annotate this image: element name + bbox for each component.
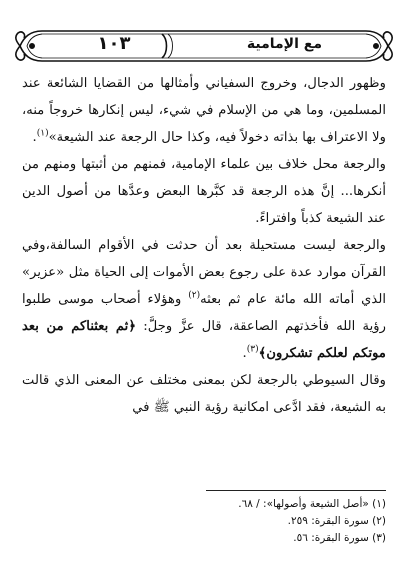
footnote-ref-1: (١) bbox=[36, 128, 49, 139]
page-number: ١٠٣ bbox=[97, 33, 131, 54]
paragraph-2 bbox=[22, 151, 386, 232]
paragraph-3-text-b: وهؤلاء أصحاب موسى طلبوا رؤية الله فأخذتهم الصاعقة، قال عزَّ وجلَّ: bbox=[22, 292, 386, 334]
paragraph-1-end: . bbox=[32, 130, 37, 145]
page-header bbox=[12, 25, 396, 67]
footnote-2: (٢) سورة البقرة: ٢٥٩. bbox=[287, 515, 386, 527]
body-text bbox=[22, 70, 386, 421]
paragraph-3 bbox=[22, 232, 386, 367]
footnotes bbox=[22, 496, 386, 547]
paragraph-1-text: وظهور الدجال، وخروج السفياني وأمثالها من القضايا الشائعة عند المسلمين، وما هي من الإسلام في شيء، ليس إنكارها خروجاً منه، ولا الاعتراف بها بذاته دخولاً فيه، وكذا حال الرجعة عند الشيعة» bbox=[22, 76, 386, 145]
paragraph-1 bbox=[22, 70, 386, 151]
footnote-ref-3: (٣) bbox=[246, 344, 259, 355]
running-title: مع الإمامية bbox=[246, 36, 322, 52]
paragraph-2-text: والرجعة محل خلاف بين علماء الإمامية، فمنهم من أثبتها ومنهم من أنكرها... إنَّ هذه الرجعة قد كبَّرها البعض وعدَّها من أصول الدين عند الشيعة كذباً وافتراءً. bbox=[22, 157, 386, 226]
footnote-divider bbox=[206, 490, 386, 491]
paragraph-3-end: . bbox=[242, 346, 247, 361]
footnote-ref-2: (٢) bbox=[188, 290, 201, 301]
paragraph-4-text: وقال السيوطي بالرجعة لكن بمعنى مختلف عن المعنى الذي قالت به الشيعة، فقد ادَّعى امكانية رؤية النبي ﷺ في bbox=[22, 373, 386, 415]
paragraph-4 bbox=[22, 367, 386, 421]
quran-quote: ﴿ثم بعثناكم من بعد موتكم لعلكم تشكرون﴾ bbox=[22, 319, 386, 361]
paragraph-3-text-a: والرجعة ليست مستحيلة بعد أن حدثت في الأقوام السالفة،وفي القرآن موارد عدة على رجوع بعض الأموات إلى الحياة مثل «عزير» الذي أماته الله مائة عام ثم بعثه bbox=[22, 238, 386, 307]
footnote-1: (١) «أصل الشيعة وأصولها»: / ٦٨. bbox=[238, 498, 386, 510]
footnote-3: (٣) سورة البقرة: ٥٦. bbox=[293, 532, 386, 544]
